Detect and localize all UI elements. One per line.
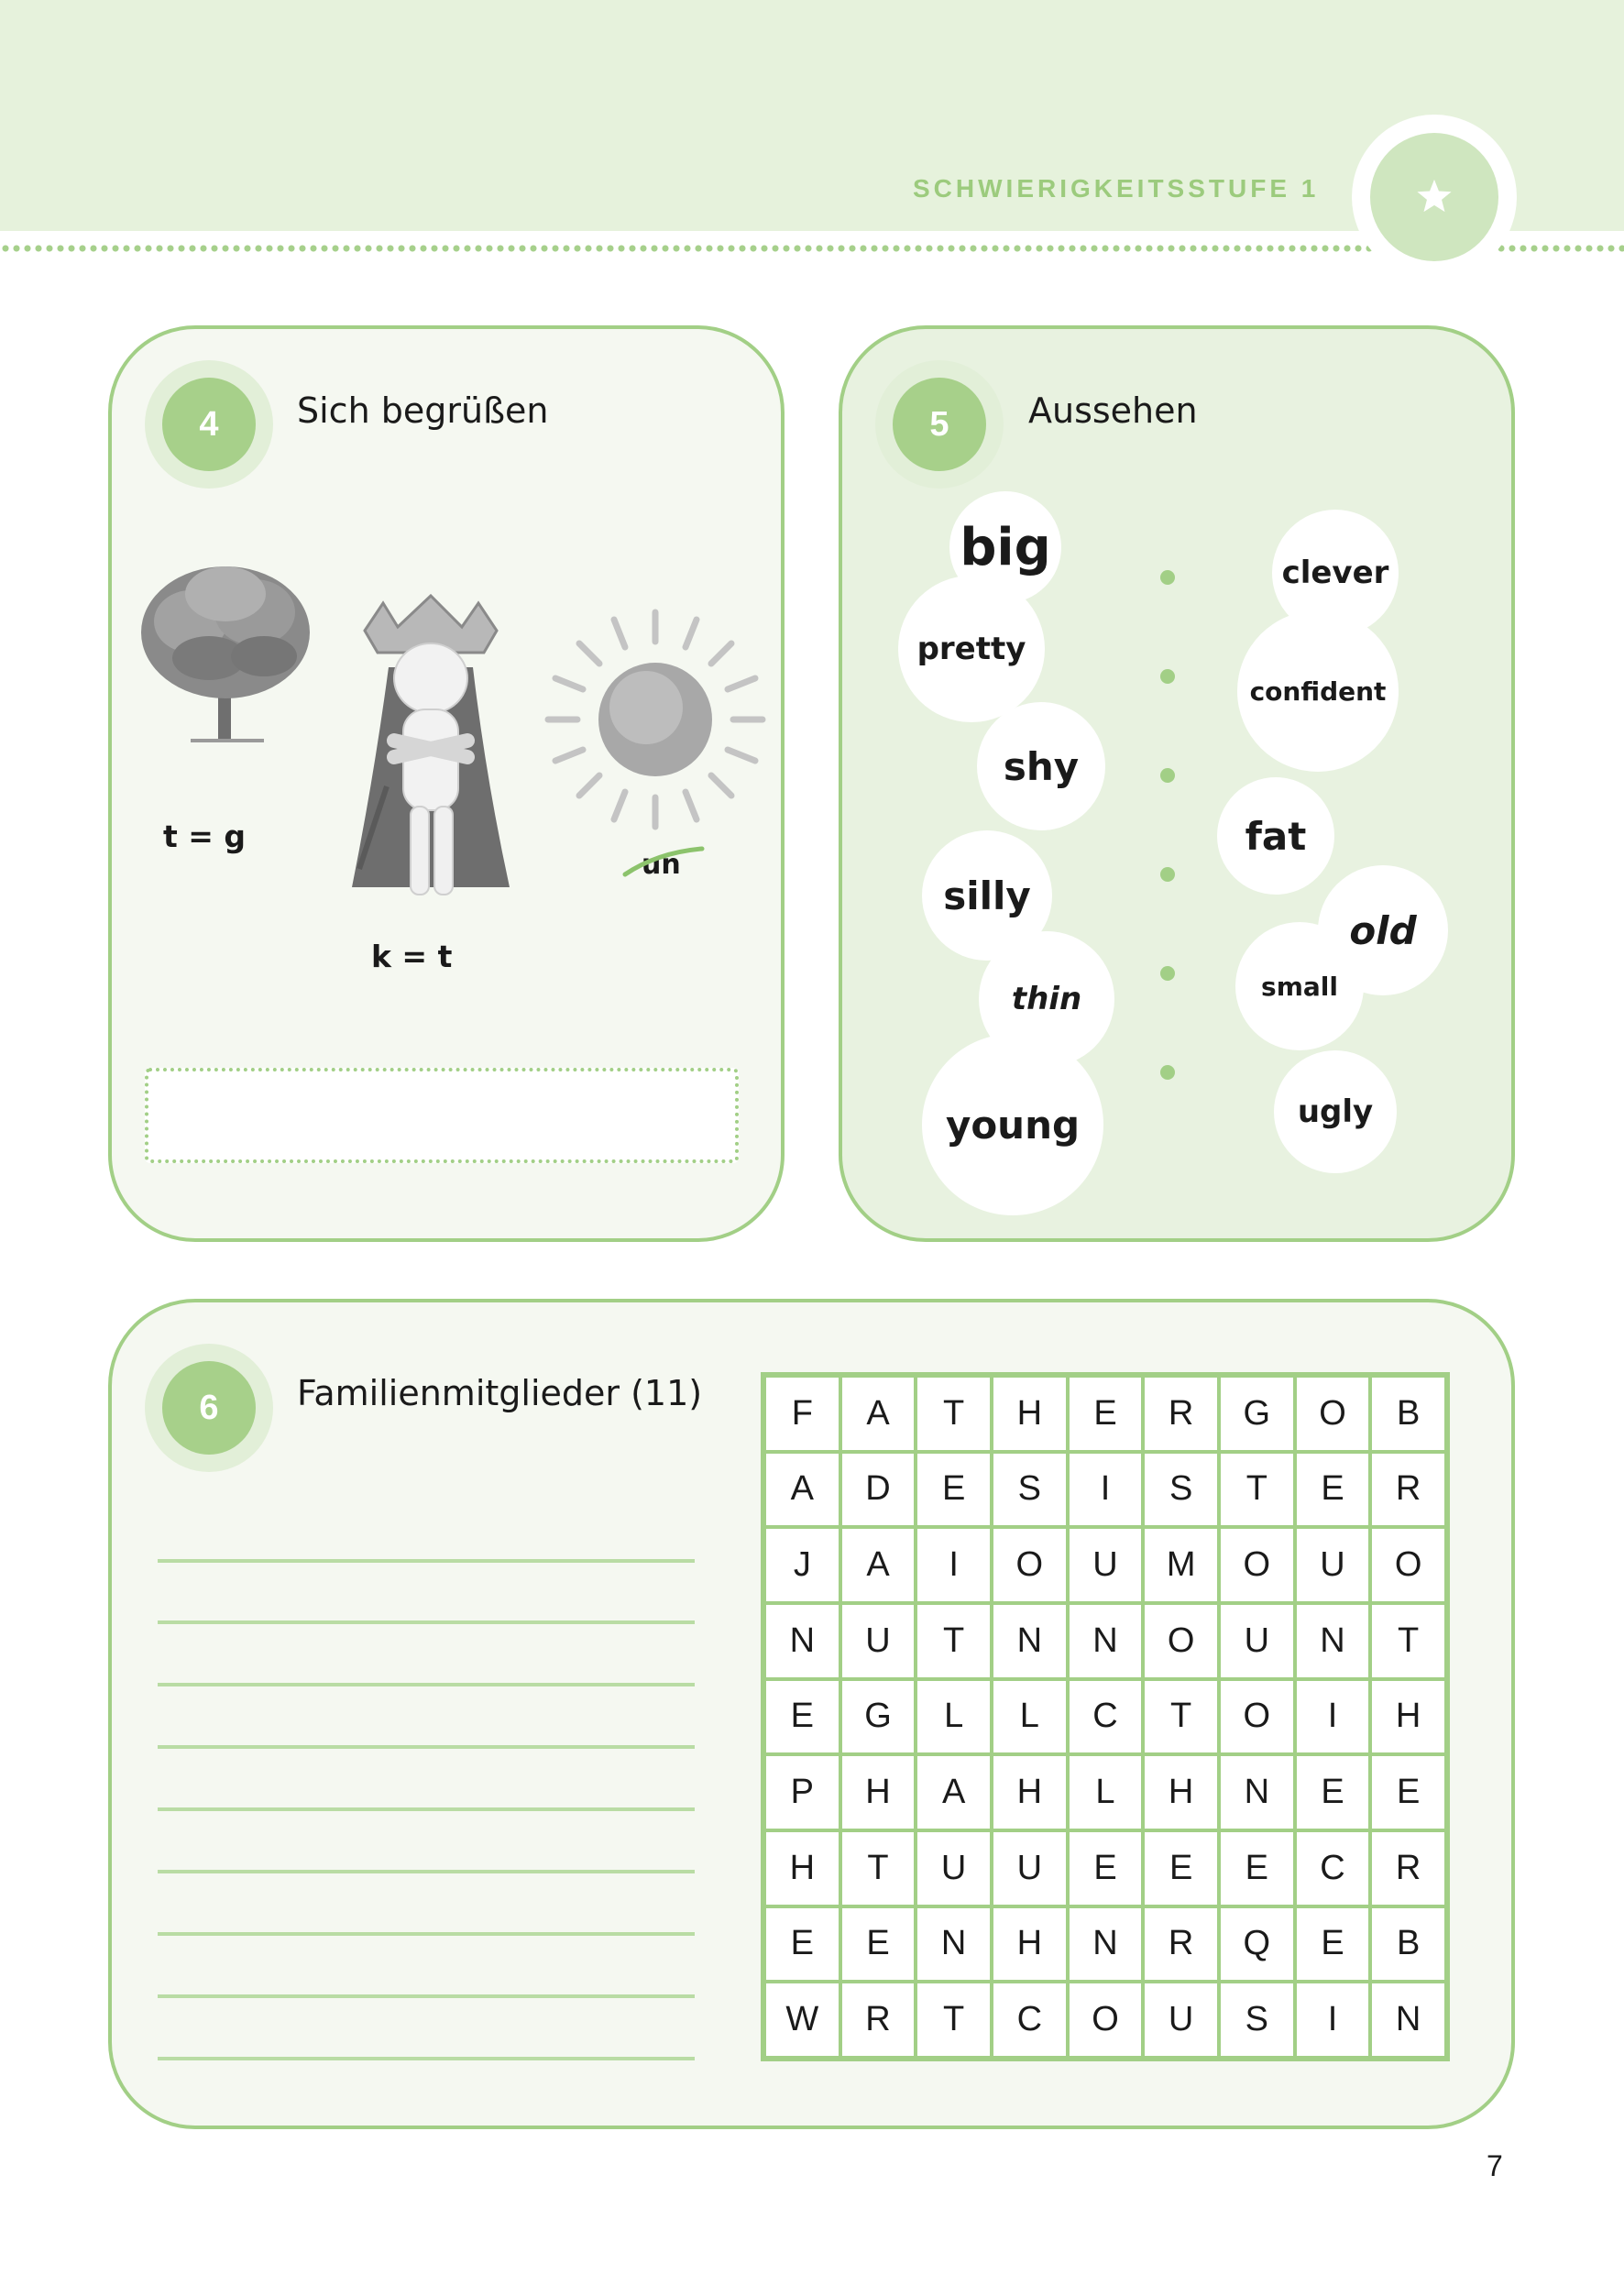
grid-cell[interactable]: E bbox=[1295, 1452, 1371, 1528]
answer-line[interactable] bbox=[158, 1559, 695, 1563]
grid-cell[interactable]: T bbox=[1143, 1679, 1219, 1755]
strike-through-mark bbox=[621, 843, 706, 880]
grid-cell[interactable]: W bbox=[764, 1982, 840, 2058]
grid-cell[interactable]: R bbox=[1370, 1452, 1446, 1528]
grid-cell[interactable]: T bbox=[916, 1982, 992, 2058]
grid-cell[interactable]: J bbox=[764, 1527, 840, 1603]
answer-line[interactable] bbox=[158, 1620, 695, 1624]
word-bubble-small: small bbox=[1235, 922, 1364, 1050]
word-bubble-shy: shy bbox=[977, 702, 1105, 830]
word-bubble-ugly: ugly bbox=[1274, 1050, 1397, 1173]
grid-cell[interactable]: L bbox=[1068, 1754, 1144, 1830]
word-bubble-pretty: pretty bbox=[898, 576, 1045, 722]
grid-cell[interactable]: A bbox=[764, 1452, 840, 1528]
grid-cell[interactable]: E bbox=[1068, 1376, 1144, 1452]
word-bubble-old: old bbox=[1318, 865, 1448, 995]
grid-cell[interactable]: U bbox=[916, 1830, 992, 1906]
grid-cell[interactable]: N bbox=[1295, 1603, 1371, 1679]
grid-cell[interactable]: B bbox=[1370, 1376, 1446, 1452]
grid-cell[interactable]: P bbox=[764, 1754, 840, 1830]
grid-cell[interactable]: H bbox=[992, 1376, 1068, 1452]
exercise-4-title: Sich begrüßen bbox=[297, 390, 549, 431]
grid-cell[interactable]: I bbox=[1295, 1679, 1371, 1755]
exercise-6-number-badge bbox=[145, 1344, 273, 1472]
word-bubble-confident: confident bbox=[1237, 610, 1399, 772]
grid-cell[interactable]: O bbox=[1219, 1679, 1295, 1755]
hint-code-3-text: un bbox=[642, 849, 681, 881]
grid-cell[interactable]: E bbox=[1219, 1830, 1295, 1906]
difficulty-badge bbox=[1370, 133, 1498, 261]
grid-cell[interactable]: H bbox=[992, 1754, 1068, 1830]
grid-cell[interactable]: H bbox=[992, 1906, 1068, 1983]
grid-cell[interactable]: U bbox=[1295, 1527, 1371, 1603]
exercise-6-number: 6 bbox=[162, 1361, 256, 1455]
exercise-4-number-badge bbox=[145, 360, 273, 489]
grid-cell[interactable]: R bbox=[1370, 1830, 1446, 1906]
exercise-6-title: Familienmitglieder (11) bbox=[297, 1373, 703, 1413]
answer-line[interactable] bbox=[158, 1683, 695, 1686]
star-icon bbox=[1413, 176, 1455, 218]
grid-cell[interactable]: L bbox=[992, 1679, 1068, 1755]
word-bubble-thin: thin bbox=[979, 931, 1114, 1067]
grid-cell[interactable]: N bbox=[1219, 1754, 1295, 1830]
grid-cell[interactable]: U bbox=[1219, 1603, 1295, 1679]
tree-image bbox=[136, 557, 315, 746]
exercise-5-title: Aussehen bbox=[1028, 390, 1198, 431]
grid-cell[interactable]: E bbox=[1295, 1906, 1371, 1983]
grid-cell[interactable]: F bbox=[764, 1376, 840, 1452]
grid-cell[interactable]: E bbox=[764, 1679, 840, 1755]
grid-cell[interactable]: R bbox=[1143, 1376, 1219, 1452]
grid-cell[interactable]: N bbox=[764, 1603, 840, 1679]
grid-cell[interactable]: N bbox=[1068, 1906, 1144, 1983]
grid-cell[interactable]: T bbox=[1370, 1603, 1446, 1679]
grid-cell[interactable]: H bbox=[1143, 1754, 1219, 1830]
grid-cell[interactable]: E bbox=[916, 1452, 992, 1528]
match-dot[interactable] bbox=[1160, 669, 1175, 684]
grid-cell[interactable]: T bbox=[916, 1376, 992, 1452]
hint-code-1: t = g bbox=[163, 818, 247, 854]
page-number: 7 bbox=[1487, 2149, 1503, 2182]
grid-cell[interactable]: I bbox=[1068, 1452, 1144, 1528]
grid-cell[interactable]: O bbox=[1143, 1603, 1219, 1679]
match-dot[interactable] bbox=[1160, 966, 1175, 981]
word-bubble-fat: fat bbox=[1217, 777, 1334, 895]
hint-code-2: k = t bbox=[371, 939, 453, 974]
word-bubble-clever: clever bbox=[1272, 510, 1399, 636]
grid-cell[interactable]: O bbox=[1068, 1982, 1144, 2058]
grid-cell[interactable]: N bbox=[1068, 1603, 1144, 1679]
grid-cell[interactable]: U bbox=[840, 1603, 916, 1679]
grid-cell[interactable]: O bbox=[992, 1527, 1068, 1603]
exercise-4-number: 4 bbox=[162, 378, 256, 471]
grid-cell[interactable]: E bbox=[1370, 1754, 1446, 1830]
match-dot[interactable] bbox=[1160, 570, 1175, 585]
grid-cell[interactable]: N bbox=[1370, 1982, 1446, 2058]
grid-cell[interactable]: B bbox=[1370, 1906, 1446, 1983]
grid-cell[interactable]: O bbox=[1370, 1527, 1446, 1603]
grid-cell[interactable]: T bbox=[1219, 1452, 1295, 1528]
grid-cell[interactable]: E bbox=[1143, 1830, 1219, 1906]
grid-cell[interactable]: G bbox=[1219, 1376, 1295, 1452]
grid-cell[interactable]: O bbox=[1295, 1376, 1371, 1452]
grid-cell[interactable]: N bbox=[992, 1603, 1068, 1679]
grid-cell[interactable]: I bbox=[1295, 1982, 1371, 2058]
grid-cell[interactable]: I bbox=[916, 1527, 992, 1603]
grid-cell[interactable]: Q bbox=[1219, 1906, 1295, 1983]
grid-cell[interactable]: E bbox=[1068, 1830, 1144, 1906]
answer-line[interactable] bbox=[158, 1932, 695, 1936]
exercise-5-number: 5 bbox=[893, 378, 986, 471]
grid-cell[interactable]: E bbox=[1295, 1754, 1371, 1830]
exercise-5-number-badge bbox=[875, 360, 1004, 489]
word-bubble-young: young bbox=[922, 1034, 1103, 1215]
grid-cell[interactable]: S bbox=[1143, 1452, 1219, 1528]
grid-cell[interactable]: C bbox=[1295, 1830, 1371, 1906]
grid-cell[interactable]: A bbox=[916, 1754, 992, 1830]
grid-cell[interactable]: H bbox=[1370, 1679, 1446, 1755]
grid-cell[interactable]: S bbox=[1219, 1982, 1295, 2058]
grid-cell[interactable]: G bbox=[840, 1679, 916, 1755]
grid-cell[interactable]: D bbox=[840, 1452, 916, 1528]
answer-line[interactable] bbox=[158, 1745, 695, 1749]
grid-cell[interactable]: U bbox=[1143, 1982, 1219, 2058]
king-figure-image bbox=[346, 594, 515, 913]
match-dot[interactable] bbox=[1160, 1065, 1175, 1080]
grid-cell[interactable]: R bbox=[840, 1982, 916, 2058]
answer-line[interactable] bbox=[158, 2057, 695, 2060]
grid-cell[interactable]: E bbox=[840, 1906, 916, 1983]
difficulty-level-label: SCHWIERIGKEITSSTUFE 1 bbox=[913, 174, 1320, 203]
grid-cell[interactable]: T bbox=[840, 1830, 916, 1906]
grid-cell[interactable]: C bbox=[1068, 1679, 1144, 1755]
grid-cell[interactable]: M bbox=[1143, 1527, 1219, 1603]
match-dot[interactable] bbox=[1160, 768, 1175, 783]
exercise-4-answer-box[interactable] bbox=[145, 1068, 739, 1163]
grid-cell[interactable]: H bbox=[840, 1754, 916, 1830]
grid-cell[interactable]: O bbox=[1219, 1527, 1295, 1603]
grid-cell[interactable]: R bbox=[1143, 1906, 1219, 1983]
word-bubble-big: big bbox=[949, 491, 1061, 603]
grid-cell[interactable]: U bbox=[1068, 1527, 1144, 1603]
word-bubble-silly: silly bbox=[922, 830, 1052, 961]
grid-cell[interactable]: C bbox=[992, 1982, 1068, 2058]
grid-cell[interactable]: U bbox=[992, 1830, 1068, 1906]
sun-image bbox=[541, 605, 770, 834]
grid-cell[interactable]: A bbox=[840, 1376, 916, 1452]
grid-cell[interactable]: H bbox=[764, 1830, 840, 1906]
answer-line[interactable] bbox=[158, 1807, 695, 1811]
grid-cell[interactable]: S bbox=[992, 1452, 1068, 1528]
answer-line[interactable] bbox=[158, 1870, 695, 1873]
word-search-grid bbox=[761, 1372, 1450, 2061]
grid-cell[interactable]: T bbox=[916, 1603, 992, 1679]
grid-cell[interactable]: E bbox=[764, 1906, 840, 1983]
grid-cell[interactable]: N bbox=[916, 1906, 992, 1983]
grid-cell[interactable]: L bbox=[916, 1679, 992, 1755]
match-dot[interactable] bbox=[1160, 867, 1175, 882]
grid-cell[interactable]: A bbox=[840, 1527, 916, 1603]
answer-line[interactable] bbox=[158, 1994, 695, 1998]
